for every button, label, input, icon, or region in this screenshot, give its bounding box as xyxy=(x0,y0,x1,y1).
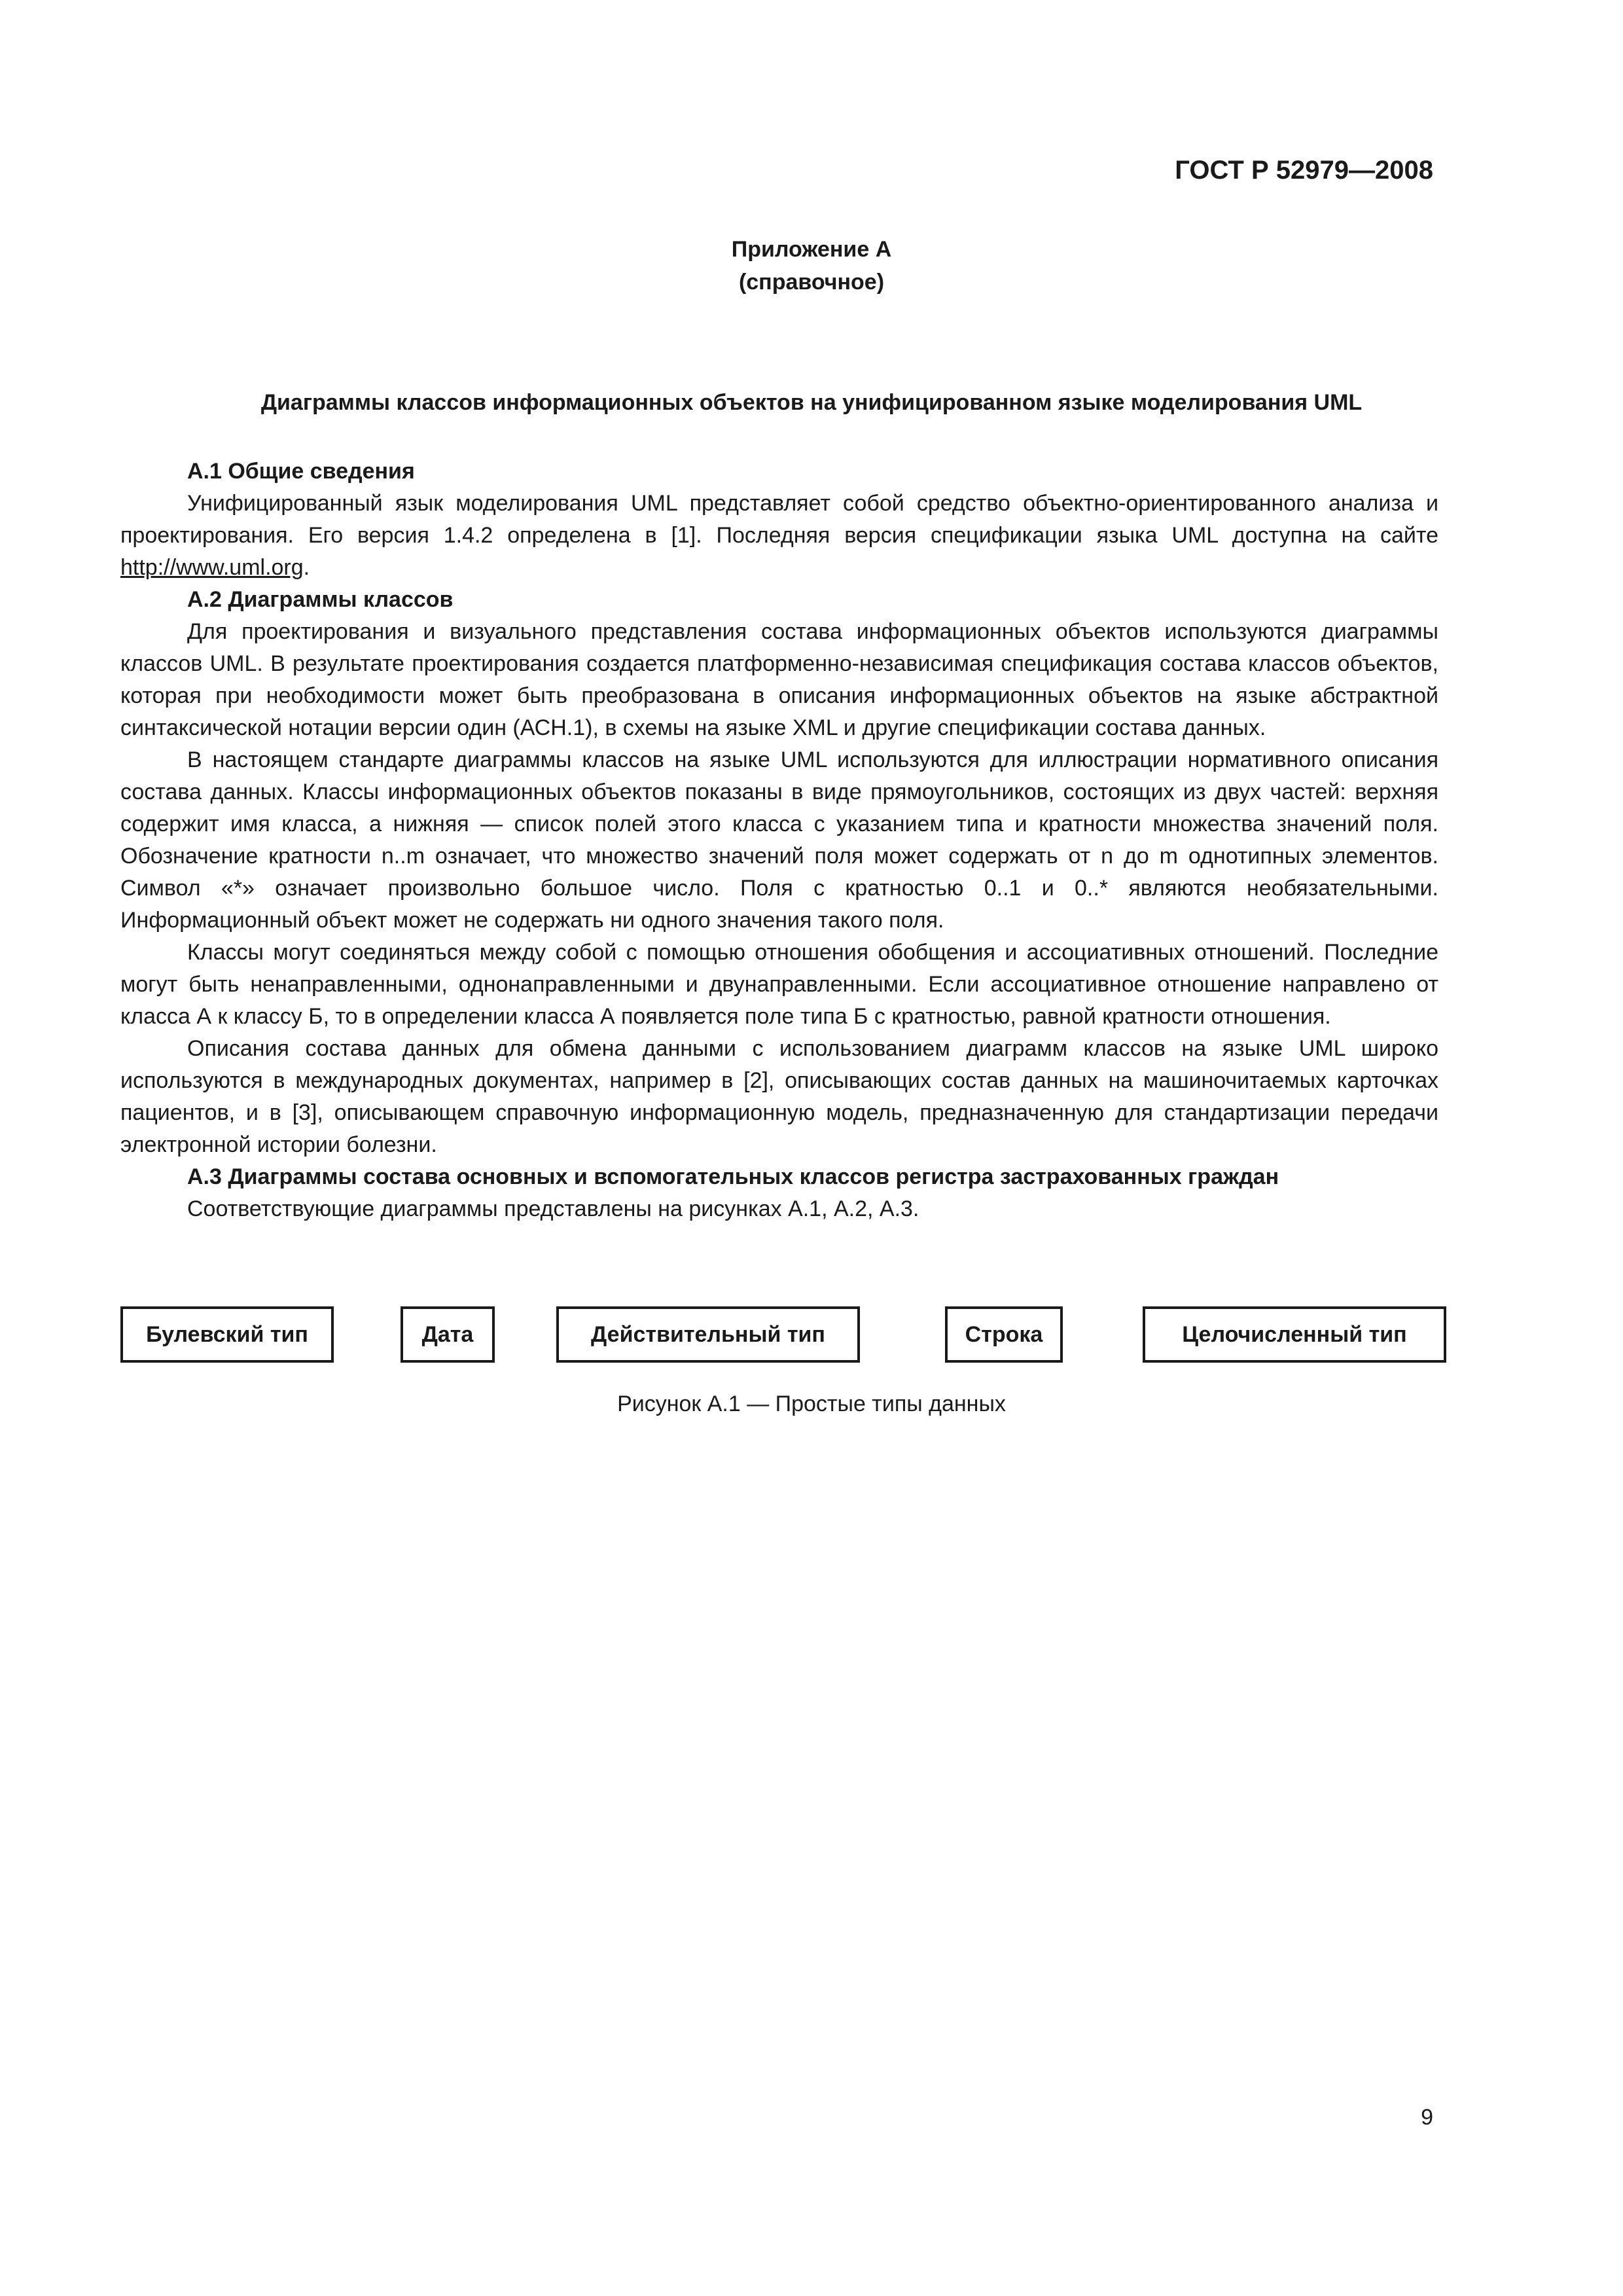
a1-text-post: . xyxy=(303,555,310,580)
uml-site-link[interactable]: http://www.uml.org xyxy=(120,555,304,580)
figure-caption: Рисунок А.1 — Простые типы данных xyxy=(617,1391,1006,1416)
section-a1-heading: А.1 Общие сведения xyxy=(187,459,415,484)
section-a2-paragraph-3: Классы могут соединяться между собой с помощью отношения обобщения и ассоциативных отношений. Последние могут быть ненаправленными, однонаправленными и двунаправленными. Если ассоциативное отношение направлено от класса А к классу Б, то в определении класса А появляется поле типа Б с кратностью, равной кратности отношения. xyxy=(120,940,1438,1029)
section-a2-paragraph-4: Описания состава данных для обмена данными с использованием диаграмм классов на языке UML широко используются в международных документах, например в [2], описывающих состав данных на машиночитаемых карточках пациентов, и в [3], описывающем справочную информационную модель, предназначенную для стандартизации передачи электронной истории болезни. xyxy=(120,1036,1438,1157)
annex-type: (справочное) xyxy=(738,270,885,295)
main-title: Диаграммы классов информационных объектов на унифицированном языке моделирования UML xyxy=(260,390,1363,415)
type-box-integer: Целочисленный тип xyxy=(1143,1306,1446,1363)
simple-types-diagram xyxy=(0,1306,1623,1367)
section-a1-paragraph xyxy=(120,488,1438,584)
document-id: ГОСТ Р 52979—2008 xyxy=(1175,156,1433,185)
section-a2-paragraph-1: Для проектирования и визуального представления состава информационных объектов используются диаграммы классов UML. В результате проектирования создается платформенно-независимая спецификация состава классов объектов, которая при необходимости может быть преобразована в описания информационных объектов на языке абстрактной синтаксической нотации версии один (АСН.1), в схемы на языке XML и другие спецификации состава данных. xyxy=(120,619,1438,740)
section-a3-heading: А.3 Диаграммы состава основных и вспомогательных классов регистра застрахованных граждан xyxy=(187,1164,1279,1189)
section-a2-heading: А.2 Диаграммы классов xyxy=(187,587,454,612)
type-box-real: Действительный тип xyxy=(556,1306,860,1363)
document-body xyxy=(120,456,1438,1225)
annex-heading xyxy=(0,233,1623,298)
a1-text-pre: Унифицированный язык моделирования UML представляет собой средство объектно-ориентированного анализа и проектирования. Его версия 1.4.2 определена в [1]. Последняя версия спецификации языка UML доступна на сайте xyxy=(120,491,1438,548)
annex-title: Приложение А xyxy=(731,237,892,262)
type-box-date: Дата xyxy=(401,1306,495,1363)
type-box-boolean: Булевский тип xyxy=(120,1306,334,1363)
page-number: 9 xyxy=(1421,2105,1433,2130)
type-box-string: Строка xyxy=(945,1306,1063,1363)
section-a2-paragraph-2: В настоящем стандарте диаграммы классов на языке UML используются для иллюстрации нормативного описания состава данных. Классы информационных объектов показаны в виде прямоугольников, состоящих из двух частей: верхняя содержит имя класса, а нижняя — список полей этого класса с указанием типа и кратности множества значений поля. Обозначение кратности n..m означает, что множество значений поля может содержать от n до m однотипных элементов. Символ «*» означает произвольно большое число. Поля с кратностью 0..1 и 0..* являются необязательными. Информационный объект может не содержать ни одного значения такого поля. xyxy=(120,747,1438,933)
section-a3-paragraph: Соответствующие диаграммы представлены на рисунках А.1, А.2, А.3. xyxy=(187,1196,919,1221)
